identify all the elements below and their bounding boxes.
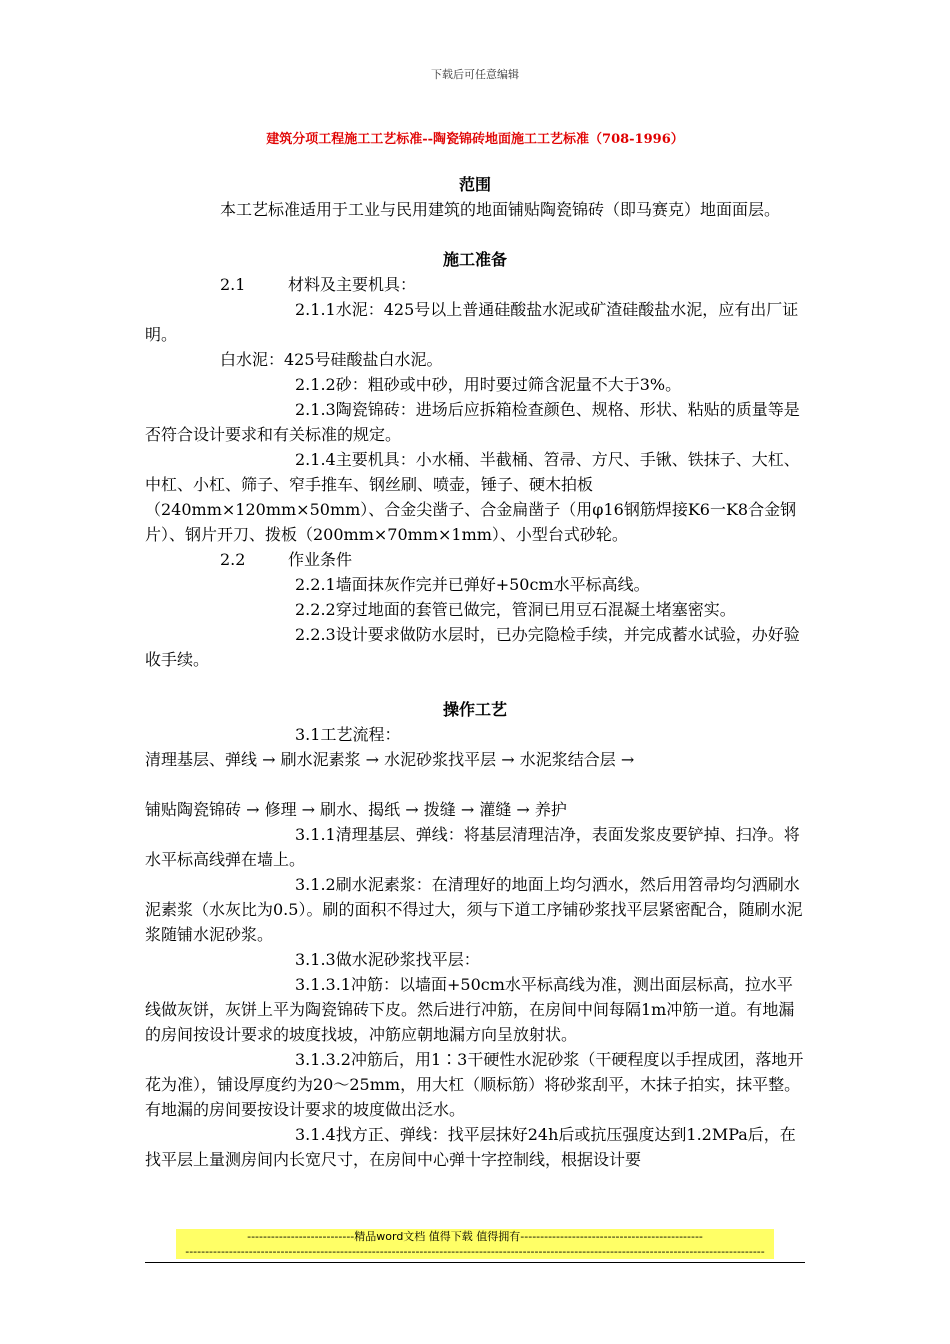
document-body — [145, 172, 805, 1172]
paragraph — [145, 597, 805, 622]
clause-number: 3.1.3 — [295, 950, 336, 969]
clause-number: 2.1 — [220, 275, 246, 294]
paragraph — [145, 447, 805, 547]
document-title: 建筑分项工程施工工艺标准--陶瓷锦砖地面施工工艺标准（708-1996） — [266, 132, 684, 147]
clause-text: 工艺流程： — [320, 725, 401, 744]
clause-text: 作业条件 — [288, 550, 353, 569]
paragraph — [145, 1122, 805, 1172]
paragraph: 本工艺标准适用于工业与民用建筑的地面铺贴陶瓷锦砖（即马赛克）地面面层。 — [220, 200, 781, 219]
paragraph — [145, 372, 805, 397]
clause-number: 3.1 — [295, 725, 321, 744]
clause-number: 2.2.2 — [295, 600, 336, 619]
clause-number: 2.1.3 — [295, 400, 336, 419]
paragraph — [145, 572, 805, 597]
paragraph — [145, 947, 805, 972]
clause-text: 陶瓷锦砖：进场后应拆箱检查颜色、规格、形状、粘贴的质量等是否符合设计要求和有关标准的规定。 — [145, 400, 800, 444]
paragraph — [145, 547, 805, 572]
paragraph — [145, 1047, 805, 1122]
paragraph — [145, 722, 805, 747]
footer-line-2: -------------------------------------------------------------------------------------------------------------------------------------------------- — [185, 1245, 765, 1258]
clause-text: 墙面抹灰作完并已弹好+50cm水平标高线。 — [335, 575, 650, 594]
clause-number: 2.1.2 — [295, 375, 336, 394]
section-heading-prep: 施工准备 — [442, 250, 507, 269]
process-flow-line-1: 清理基层、弹线 → 刷水泥素浆 → 水泥砂浆找平层 → 水泥浆结合层 → — [145, 750, 635, 769]
paragraph — [145, 872, 805, 947]
clause-text: 清理基层、弹线：将基层清理洁净，表面发浆皮要铲掉、扫净。将水平标高线弹在墙上。 — [145, 825, 800, 869]
clause-text: 水泥：425号以上普通硅酸盐水泥或矿渣硅酸盐水泥，应有出厂证明。 — [145, 300, 799, 344]
footer-divider — [145, 1262, 805, 1263]
clause-number: 3.1.1 — [295, 825, 336, 844]
clause-number: 2.2.3 — [295, 625, 336, 644]
clause-text: 砂：粗砂或中砂，用时要过筛含泥量不大于3%。 — [335, 375, 682, 394]
paragraph — [145, 622, 805, 672]
clause-text: 主要机具：小水桶、半截桶、笤帚、方尺、手锹、铁抹子、大杠、中杠、小杠、筛子、窄手推车、钢丝刷、喷壶，锤子、硬木拍板（240mm×120mm×50mm）、合金尖凿子、合金扁凿子（用φ16钢筋焊接K6一K8合金钢片）、钢片开刀、拨板（200mm×70mm×1mm）、小型台式砂轮。 — [145, 450, 800, 544]
footer-line-1: ---------------------------精品word文档 值得下载 值得拥有---------------------------------------------- — [247, 1230, 703, 1243]
paragraph — [145, 397, 805, 447]
process-flow-line-2: 铺贴陶瓷锦砖 → 修理 → 刷水、揭纸 → 拨缝 → 灌缝 → 养护 — [145, 800, 567, 819]
clause-text: 刷水泥素浆：在清理好的地面上均匀洒水，然后用笤帚均匀洒刷水泥素浆（水灰比为0.5）。刷的面积不得过大，须与下道工序铺砂浆找平层紧密配合，随刷水泥浆随铺水泥砂浆。 — [145, 875, 803, 944]
clause-text: 找方正、弹线：找平层抹好24h后或抗压强度达到1.2MPa后，在找平层上量测房间内长宽尺寸，在房间中心弹十字控制线，根据设计要 — [145, 1125, 796, 1169]
clause-text: 穿过地面的套管已做完，管洞已用豆石混凝土堵塞密实。 — [335, 600, 736, 619]
clause-number: 2.1.1 — [295, 300, 336, 319]
clause-text: 做水泥砂浆找平层： — [335, 950, 480, 969]
paragraph — [145, 972, 805, 1047]
paragraph: 白水泥：425号硅酸盐白水泥。 — [220, 350, 443, 369]
section-heading-scope: 范围 — [458, 175, 491, 194]
clause-number: 3.1.3.2 — [295, 1050, 351, 1069]
clause-number: 2.2 — [220, 550, 246, 569]
header-note: 下载后可任意编辑 — [431, 68, 519, 81]
paragraph — [145, 822, 805, 872]
clause-number: 3.1.2 — [295, 875, 336, 894]
paragraph — [145, 272, 805, 297]
clause-number: 3.1.4 — [295, 1125, 336, 1144]
clause-text: 设计要求做防水层时，已办完隐检手续，并完成蓄水试验，办好验收手续。 — [145, 625, 800, 669]
footer-banner — [176, 1229, 774, 1259]
clause-number: 2.1.4 — [295, 450, 336, 469]
clause-text: 冲筋后，用1∶3干硬性水泥砂浆（干硬程度以手捏成团，落地开花为准），铺设厚度约为20～25mm，用大杠（顺标筋）将砂浆刮平，木抹子拍实，抹平整。有地漏的房间要按设计要求的坡度做出泛水。 — [145, 1050, 804, 1119]
clause-text: 材料及主要机具： — [288, 275, 417, 294]
clause-text: 冲筋：以墙面+50cm水平标高线为准，测出面层标高，拉水平线做灰饼，灰饼上平为陶瓷锦砖下皮。然后进行冲筋，在房间中间每隔1m冲筋一道。有地漏的房间按设计要求的坡度找坡，冲筋应朝地漏方向呈放射状。 — [145, 975, 795, 1044]
clause-number: 3.1.3.1 — [295, 975, 351, 994]
section-heading-ops: 操作工艺 — [442, 700, 507, 719]
clause-number: 2.2.1 — [295, 575, 336, 594]
paragraph — [145, 297, 805, 347]
